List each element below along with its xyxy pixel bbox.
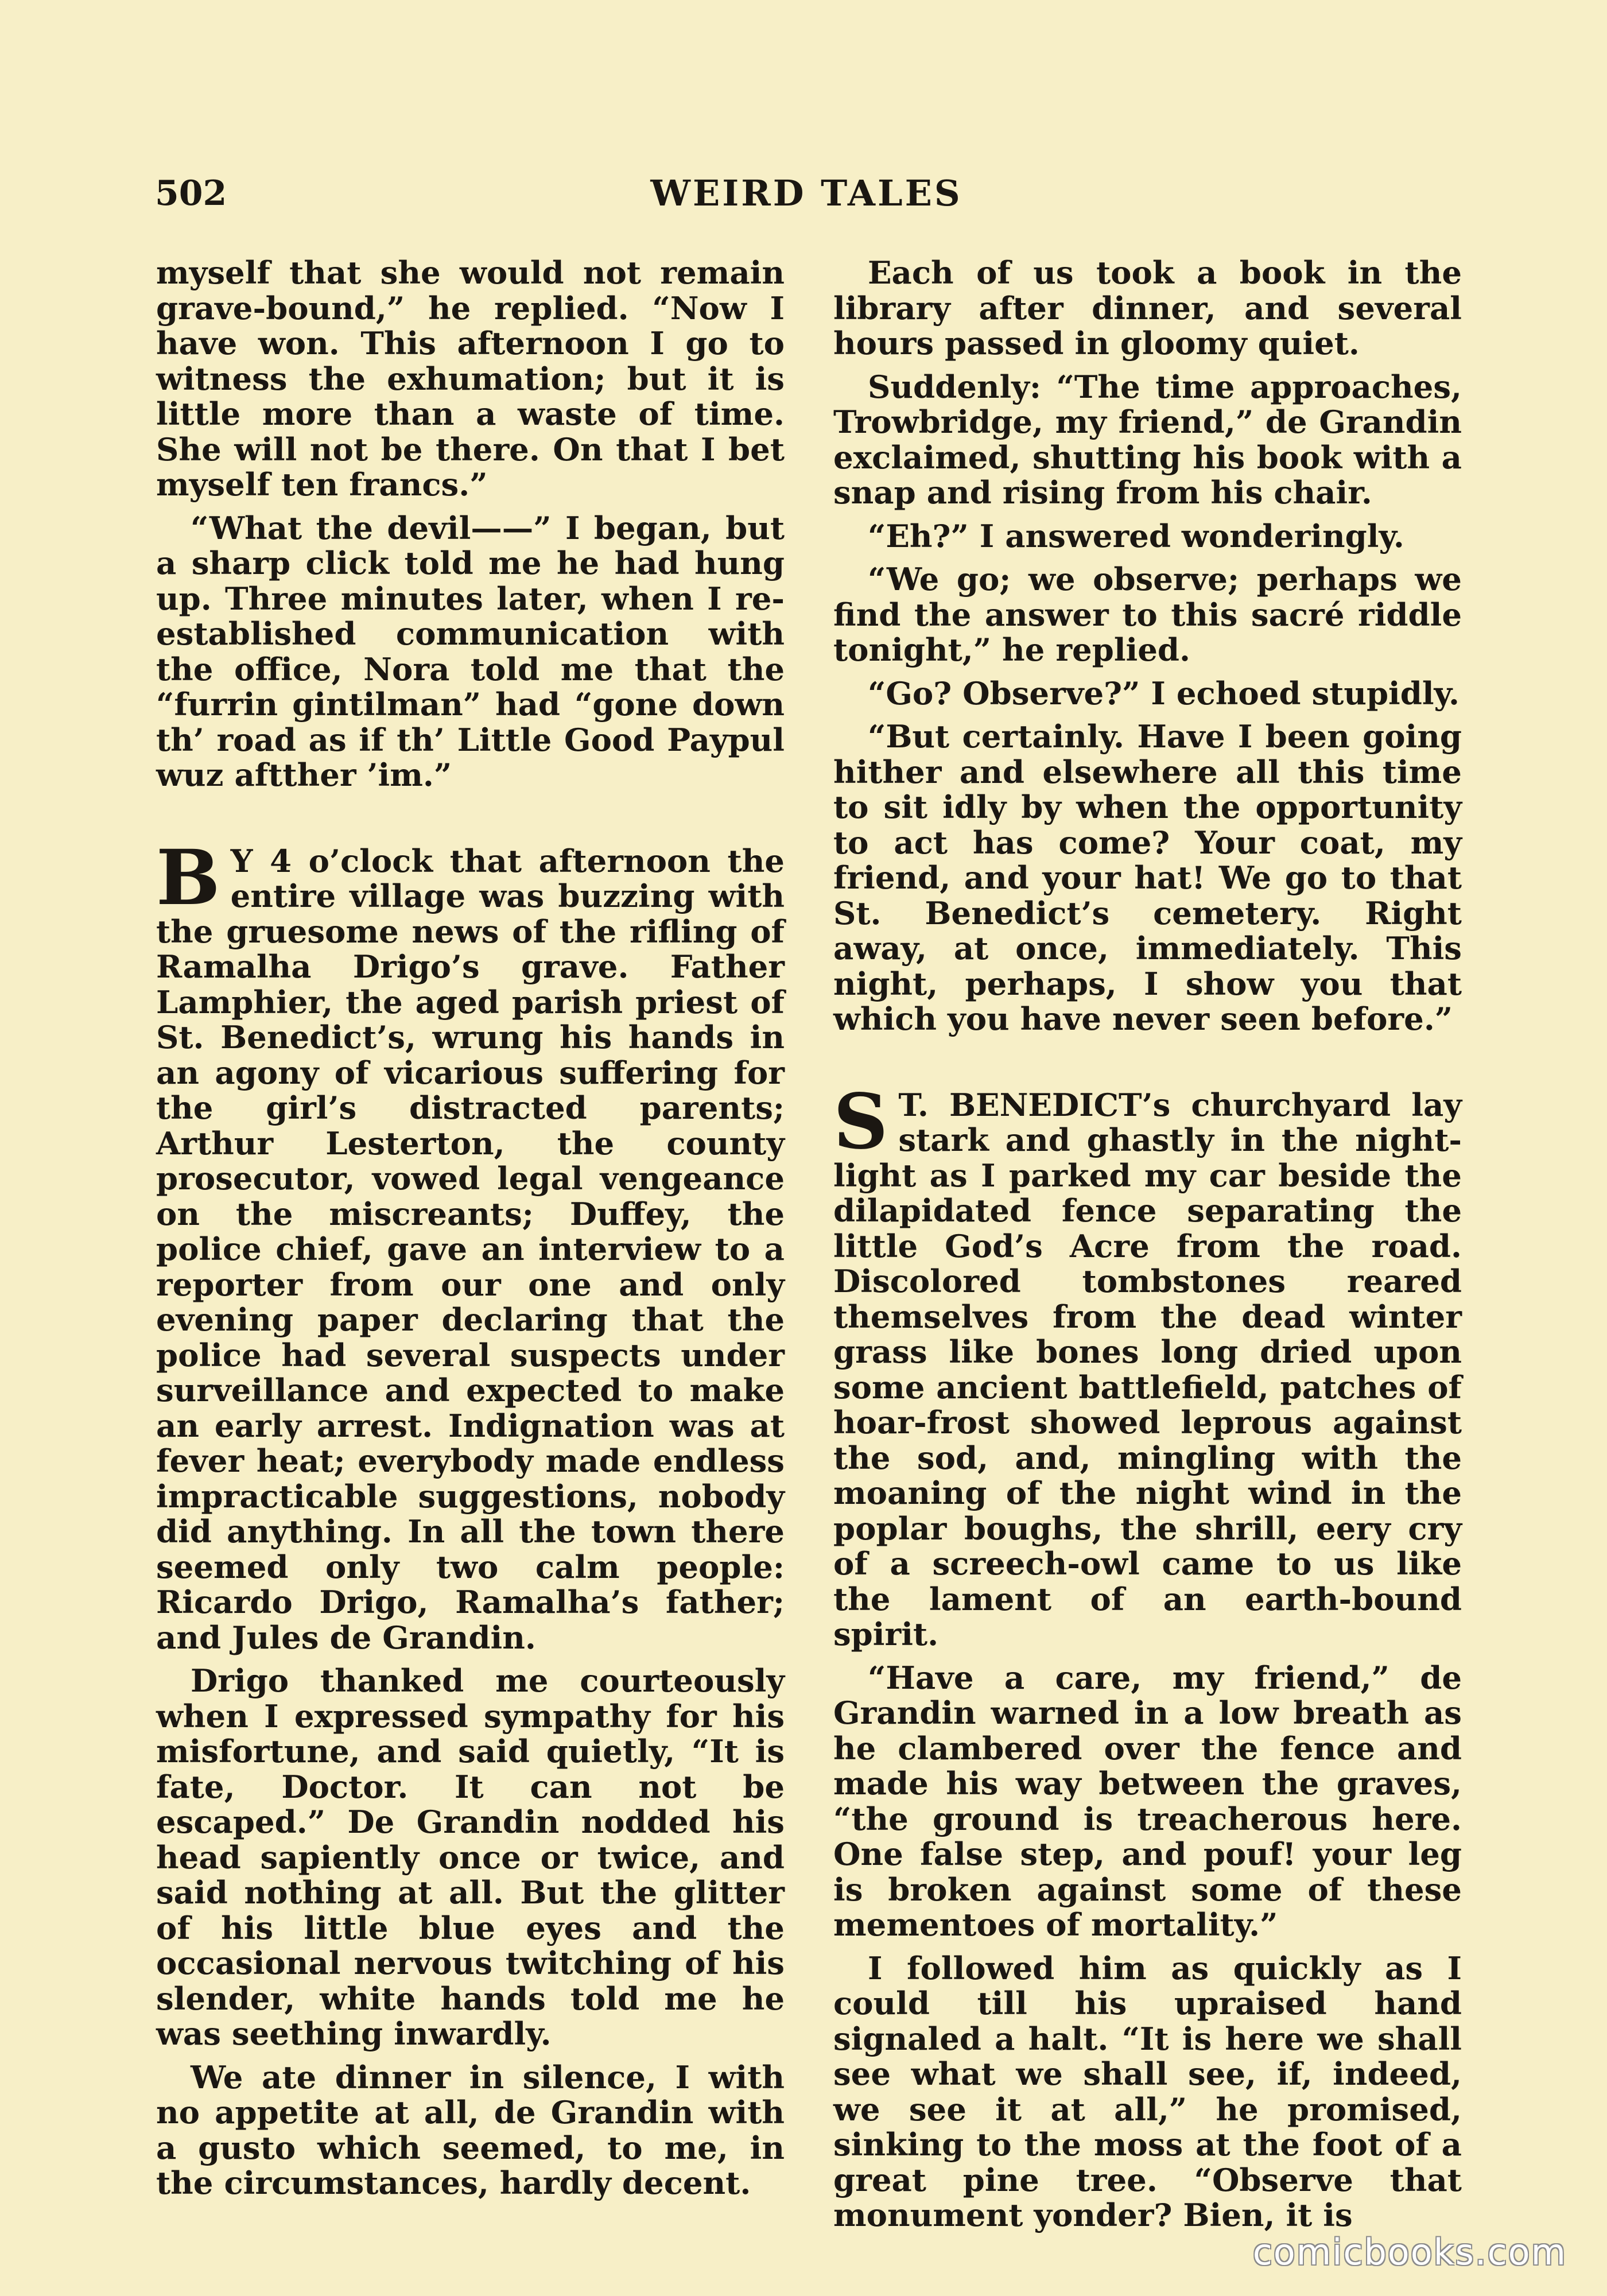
section-paragraph (156, 833, 785, 1656)
paragraph: I followed him as quickly as I could till his upraised hand signaled a halt. “It is here we shall see what we shall see, if, indeed, we see it at all,” he promised, sinking to the moss at the foot of a great pine tree. “Observe that monument yonder? Bien, it is (833, 1949, 1462, 2233)
paragraph: Suddenly: “The time approaches, Trowbridge, my friend,” de Grandin exclaimed, shutting his book with a snap and rising from his chair. (833, 368, 1462, 511)
running-head: WEIRD TALES (650, 172, 962, 214)
section-paragraph (833, 1077, 1462, 1653)
paragraph-text: Y 4 o’clock that afternoon the entire village was buzzing with the gruesome news of the rifling of Ramalha Drigo’s grave. Father Lamphier, the aged parish priest of St. Benedict’s, wrung his hands in an agony of vicarious suffering for the girl’s distracted parents; Arthur Lesterton, the county prosecutor, vowed legal vengeance on the miscreants; Duffey, the police chief, gave an interview to a reporter from our one and only evening paper declaring that the police had several suspects under surveillance and expected to make an early arrest. Indignation was at fever heat; everybody made endless impracticable suggestions, nobody did anything. In all the town there seemed only two calm people: Ricardo Drigo, Ramalha’s father; and Jules de Grandin. (156, 842, 785, 1656)
paragraph: “Have a care, my friend,” de Grandin warned in a low breath as he clambered over the fence and made his way between the graves, “the ground is treacherous here. One false step, and pouf! your leg is broken against some of these mementoes of mortality.” (833, 1659, 1462, 1943)
paragraph: “What the devil——” I began, but a sharp click told me he had hung up. Three minutes later, when I re-established communication with the office, Nora told me that the “furrin gintilman” had “gone down th’ road as if th’ Little Good Paypul wuz aftther ’im.” (156, 509, 785, 793)
drop-cap: S (833, 1077, 888, 1166)
paragraph: “Eh?” I answered wonderingly. (868, 517, 1404, 554)
site-watermark: comicbooks.com (1252, 2231, 1567, 2273)
paragraph: Drigo thanked me courteously when I expressed sympathy for his misfortune, and said quietly, “It is fate, Doctor. It can not be escaped.” De Grandin nodded his head sapiently once or twice, and said nothing at all. But the glitter of his little blue eyes and the occasional nervous twitching of his slender, white hands told me he was seething inwardly. (156, 1662, 785, 2052)
page-header (155, 168, 1458, 219)
paragraph-text: T. BENEDICT’s churchyard lay stark and ghastly in the night-light as I parked my car beside the dilapidated fence separating the little God’s Acre from the road. Discolored tombstones reared themselves from the dead winter grass like bones long dried upon some ancient battlefield, patches of hoar-frost showed leprous against the sod, and, mingling with the moaning of the night wind in the poplar boughs, the shrill, eery cry of a screech-owl came to us like the lament of an earth-bound spirit. (833, 1086, 1462, 1653)
page-number: 502 (155, 173, 227, 214)
drop-cap: B (156, 833, 220, 922)
paragraph: “We go; we observe; perhaps we find the answer to this sacré riddle tonight,” he replied. (833, 561, 1462, 668)
paragraph: “But certainly. Have I been going hither and elsewhere all this time to sit idly by when the opportunity to act has come? Your coat, my friend, and your hat! We go to that St. Benedict’s cemetery. Right away, at once, immediately. This night, perhaps, I show you that which you have never seen before.” (833, 718, 1462, 1037)
paragraph: We ate dinner in silence, I with no appetite at all, de Grandin with a gusto which seemed, to me, in the circumstances, hardly decent. (156, 2058, 785, 2201)
paragraph: Each of us took a book in the library after dinner, and several hours passed in gloomy quiet. (833, 254, 1462, 362)
paragraph: “Go? Observe?” I echoed stupidly. (868, 674, 1460, 712)
text-column-right (833, 255, 1462, 2241)
text-column-left (156, 255, 785, 2209)
paragraph: myself that she would not remain grave-bound,” he replied. “Now I have won. This afternoon I go to witness the exhumation; but it is little more than a waste of time. She will not be there. On that I bet myself ten francs.” (156, 254, 785, 503)
